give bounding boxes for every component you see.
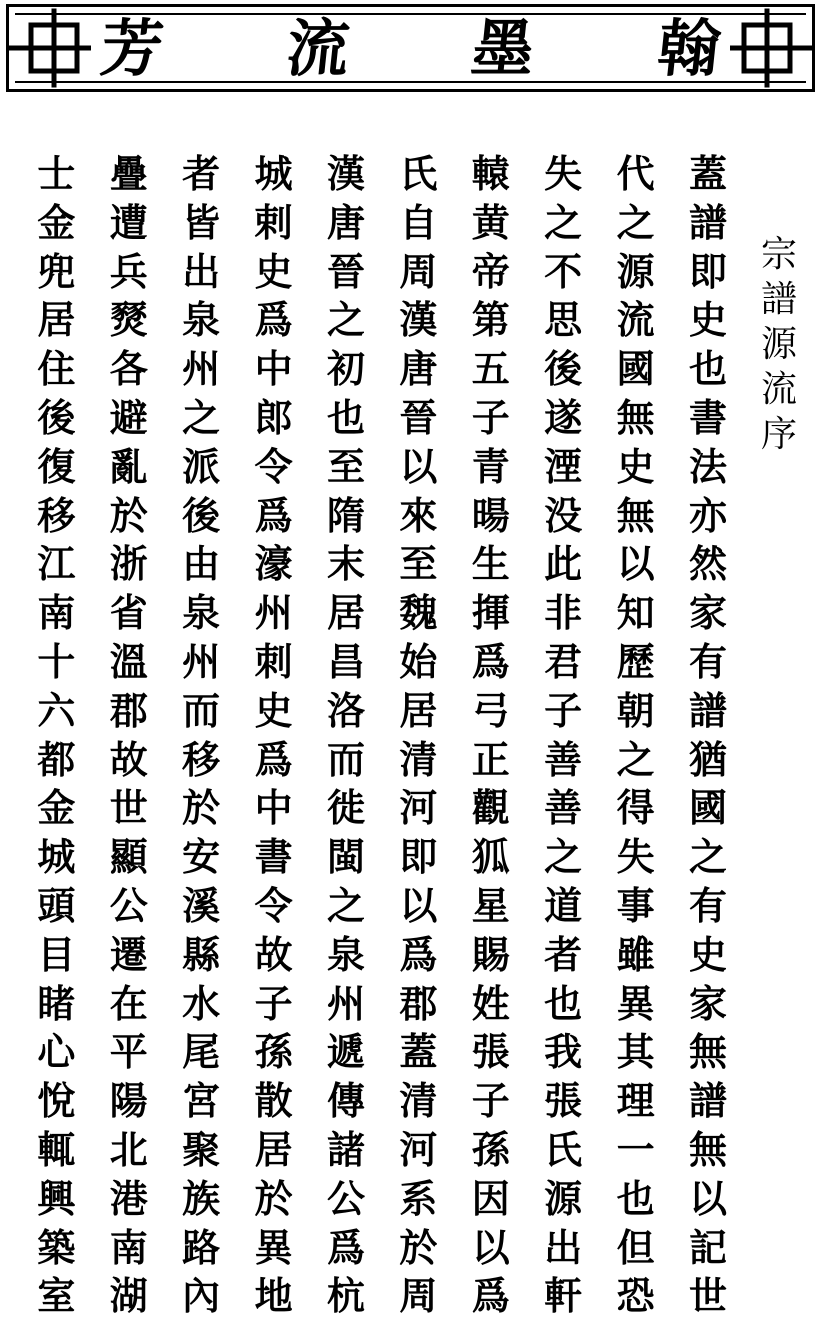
text-glyph: 悅 — [37, 1078, 76, 1124]
text-column — [248, 150, 300, 1321]
text-glyph: 家 — [688, 590, 727, 636]
text-glyph: 州 — [182, 638, 221, 684]
text-glyph: 士 — [37, 151, 76, 196]
text-glyph: 於 — [399, 1224, 438, 1270]
text-glyph: 國 — [688, 785, 727, 831]
text-glyph: 於 — [109, 492, 148, 538]
text-glyph: 源 — [616, 248, 655, 294]
text-glyph: 昌 — [326, 638, 365, 684]
text-glyph: 揮 — [471, 590, 510, 636]
text-glyph: 城 — [254, 151, 293, 196]
text-glyph: 周 — [399, 1273, 438, 1319]
text-glyph: 帝 — [471, 248, 510, 294]
text-glyph: 刺 — [254, 638, 293, 684]
text-glyph: 此 — [544, 541, 583, 587]
text-glyph: 州 — [326, 980, 365, 1026]
text-glyph: 湖 — [109, 1273, 148, 1319]
text-glyph: 記 — [688, 1224, 727, 1270]
text-glyph: 於 — [254, 1175, 293, 1221]
text-glyph: 有 — [688, 638, 727, 684]
text-glyph: 周 — [399, 248, 438, 294]
text-glyph: 居 — [326, 590, 365, 636]
text-glyph: 代 — [616, 151, 655, 196]
text-glyph: 以 — [688, 1175, 727, 1221]
text-glyph: 河 — [399, 785, 438, 831]
text-glyph: 世 — [688, 1273, 727, 1319]
text-glyph: 族 — [182, 1175, 221, 1221]
text-glyph: 泉 — [326, 931, 365, 977]
text-glyph: 郎 — [254, 394, 293, 440]
text-glyph: 恐 — [616, 1273, 655, 1319]
text-glyph: 以 — [399, 443, 438, 489]
text-glyph: 遷 — [109, 931, 148, 977]
text-glyph: 清 — [399, 736, 438, 782]
text-glyph: 以 — [399, 882, 438, 928]
text-glyph: 爲 — [254, 736, 293, 782]
text-glyph: 蓋 — [688, 151, 727, 196]
text-glyph: 源 — [544, 1175, 583, 1221]
text-glyph: 以 — [471, 1224, 510, 1270]
text-column — [610, 150, 662, 1321]
text-glyph: 燹 — [109, 297, 148, 343]
text-glyph: 故 — [254, 931, 293, 977]
text-glyph: 狐 — [471, 834, 510, 880]
text-glyph: 爲 — [399, 931, 438, 977]
text-glyph: 都 — [37, 736, 76, 782]
text-glyph: 軒 — [544, 1273, 583, 1319]
text-glyph: 洛 — [326, 687, 365, 733]
text-glyph: 史 — [688, 297, 727, 343]
text-glyph: 末 — [326, 541, 365, 587]
text-glyph: 爲 — [471, 638, 510, 684]
text-glyph: 知 — [616, 590, 655, 636]
text-glyph: 得 — [616, 785, 655, 831]
text-glyph: 州 — [182, 346, 221, 392]
text-glyph: 閩 — [326, 834, 365, 880]
text-glyph: 南 — [37, 590, 76, 636]
text-glyph: 金 — [37, 785, 76, 831]
text-glyph: 氏 — [399, 151, 438, 196]
text-column — [103, 150, 155, 1321]
text-glyph: 但 — [616, 1224, 655, 1270]
text-glyph: 没 — [544, 492, 583, 538]
text-glyph: 世 — [109, 785, 148, 831]
text-glyph: 非 — [544, 590, 583, 636]
text-glyph: 亦 — [688, 492, 727, 538]
text-glyph: 青 — [471, 443, 510, 489]
text-glyph: 家 — [688, 980, 727, 1026]
text-glyph: 尾 — [182, 1029, 221, 1075]
text-glyph: 法 — [688, 443, 727, 489]
text-glyph: 散 — [254, 1078, 293, 1124]
text-glyph: 心 — [37, 1029, 76, 1075]
text-glyph: 水 — [182, 980, 221, 1026]
text-glyph: 金 — [37, 199, 76, 245]
text-glyph: 譜 — [688, 687, 727, 733]
text-glyph: 湮 — [544, 443, 583, 489]
text-glyph: 唐 — [399, 346, 438, 392]
text-glyph: 派 — [182, 443, 221, 489]
text-glyph: 居 — [37, 297, 76, 343]
text-glyph: 港 — [109, 1175, 148, 1221]
text-glyph: 避 — [109, 394, 148, 440]
text-glyph: 然 — [688, 541, 727, 587]
text-glyph: 由 — [182, 541, 221, 587]
text-glyph: 孫 — [471, 1126, 510, 1172]
text-glyph: 皆 — [182, 199, 221, 245]
text-glyph: 之 — [688, 834, 727, 880]
text-column — [30, 150, 82, 1321]
text-glyph: 令 — [254, 882, 293, 928]
text-glyph: 在 — [109, 980, 148, 1026]
text-glyph: 泉 — [182, 590, 221, 636]
text-glyph: 疊 — [109, 151, 148, 196]
text-glyph: 始 — [399, 638, 438, 684]
text-glyph: 無 — [616, 394, 655, 440]
text-glyph: 移 — [182, 736, 221, 782]
text-glyph: 即 — [688, 248, 727, 294]
preface-heading — [753, 232, 805, 457]
text-glyph: 理 — [616, 1078, 655, 1124]
text-glyph: 猶 — [688, 736, 727, 782]
text-glyph: 復 — [37, 443, 76, 489]
text-glyph: 公 — [326, 1175, 365, 1221]
text-glyph: 歷 — [616, 638, 655, 684]
text-glyph: 中 — [254, 346, 293, 392]
title-char: 芳 — [97, 12, 167, 85]
text-glyph: 不 — [544, 248, 583, 294]
text-glyph: 清 — [399, 1078, 438, 1124]
text-glyph: 晉 — [399, 394, 438, 440]
text-glyph: 暘 — [471, 492, 510, 538]
text-column — [465, 150, 517, 1321]
text-glyph: 之 — [326, 297, 365, 343]
text-glyph: 之 — [544, 199, 583, 245]
text-glyph: 書 — [688, 394, 727, 440]
text-glyph: 張 — [544, 1078, 583, 1124]
text-glyph: 於 — [182, 785, 221, 831]
text-glyph: 城 — [37, 834, 76, 880]
text-glyph: 省 — [109, 590, 148, 636]
text-glyph: 頭 — [37, 882, 76, 928]
text-glyph: 遂 — [544, 394, 583, 440]
text-glyph: 興 — [37, 1175, 76, 1221]
text-glyph: 傳 — [326, 1078, 365, 1124]
text-glyph: 生 — [471, 541, 510, 587]
text-glyph: 出 — [544, 1224, 583, 1270]
text-glyph: 而 — [182, 687, 221, 733]
text-glyph: 安 — [182, 834, 221, 880]
text-glyph: 聚 — [182, 1126, 221, 1172]
text-glyph: 以 — [616, 541, 655, 587]
heading-glyph: 譜 — [760, 279, 797, 320]
text-glyph: 平 — [109, 1029, 148, 1075]
text-glyph: 善 — [544, 785, 583, 831]
text-glyph: 無 — [688, 1126, 727, 1172]
text-glyph: 杭 — [326, 1273, 365, 1319]
text-glyph: 地 — [254, 1273, 293, 1319]
text-glyph: 史 — [254, 687, 293, 733]
text-glyph: 也 — [326, 394, 365, 440]
text-glyph: 晉 — [326, 248, 365, 294]
text-glyph: 流 — [616, 297, 655, 343]
text-glyph: 善 — [544, 736, 583, 782]
text-glyph: 系 — [399, 1175, 438, 1221]
text-glyph: 爲 — [326, 1224, 365, 1270]
text-glyph: 道 — [544, 882, 583, 928]
text-glyph: 居 — [254, 1126, 293, 1172]
text-glyph: 亂 — [109, 443, 148, 489]
text-glyph: 也 — [544, 980, 583, 1026]
text-glyph: 有 — [688, 882, 727, 928]
text-glyph: 出 — [182, 248, 221, 294]
text-glyph: 郡 — [399, 980, 438, 1026]
text-glyph: 築 — [37, 1224, 76, 1270]
text-glyph: 中 — [254, 785, 293, 831]
text-glyph: 黄 — [471, 199, 510, 245]
text-glyph: 者 — [182, 151, 221, 196]
text-glyph: 之 — [616, 736, 655, 782]
text-glyph: 州 — [254, 590, 293, 636]
text-glyph: 之 — [616, 199, 655, 245]
text-glyph: 遭 — [109, 199, 148, 245]
text-glyph: 之 — [182, 394, 221, 440]
text-glyph: 之 — [544, 834, 583, 880]
text-glyph: 譜 — [688, 1078, 727, 1124]
text-glyph: 弓 — [471, 687, 510, 733]
text-glyph: 至 — [399, 541, 438, 587]
text-glyph: 睹 — [37, 980, 76, 1026]
text-glyph: 而 — [326, 736, 365, 782]
text-glyph: 各 — [109, 346, 148, 392]
text-glyph: 者 — [544, 931, 583, 977]
text-glyph: 諸 — [326, 1126, 365, 1172]
title-char: 流 — [282, 12, 353, 85]
text-glyph: 兵 — [109, 248, 148, 294]
text-glyph: 也 — [688, 346, 727, 392]
text-glyph: 星 — [471, 882, 510, 928]
text-glyph: 宮 — [182, 1078, 221, 1124]
text-glyph: 君 — [544, 638, 583, 684]
heading-glyph: 序 — [760, 414, 797, 455]
text-glyph: 也 — [616, 1175, 655, 1221]
text-glyph: 徙 — [326, 785, 365, 831]
text-glyph: 溫 — [109, 638, 148, 684]
text-glyph: 故 — [109, 736, 148, 782]
text-glyph: 第 — [471, 297, 510, 343]
text-column — [175, 150, 227, 1321]
text-glyph: 譜 — [688, 199, 727, 245]
text-glyph: 我 — [544, 1029, 583, 1075]
text-glyph: 史 — [688, 931, 727, 977]
text-glyph: 泉 — [182, 297, 221, 343]
text-glyph: 遞 — [326, 1029, 365, 1075]
text-glyph: 思 — [544, 297, 583, 343]
text-glyph: 子 — [254, 980, 293, 1026]
text-glyph: 內 — [182, 1273, 221, 1319]
text-glyph: 後 — [37, 394, 76, 440]
text-glyph: 其 — [616, 1029, 655, 1075]
text-glyph: 濠 — [254, 541, 293, 587]
text-glyph: 初 — [326, 346, 365, 392]
heading-glyph: 源 — [760, 324, 797, 365]
text-glyph: 浙 — [109, 541, 148, 587]
text-glyph: 十 — [37, 638, 76, 684]
text-glyph: 自 — [399, 199, 438, 245]
text-glyph: 異 — [254, 1224, 293, 1270]
text-glyph: 室 — [37, 1273, 76, 1319]
text-glyph: 朝 — [616, 687, 655, 733]
text-glyph: 溪 — [182, 882, 221, 928]
text-glyph: 一 — [616, 1126, 655, 1172]
text-glyph: 剌 — [254, 199, 293, 245]
text-glyph: 無 — [688, 1029, 727, 1075]
text-glyph: 子 — [471, 1078, 510, 1124]
text-glyph: 後 — [544, 346, 583, 392]
title-char: 翰 — [654, 12, 724, 85]
text-glyph: 目 — [37, 931, 76, 977]
text-glyph: 之 — [326, 882, 365, 928]
text-glyph: 無 — [616, 492, 655, 538]
text-glyph: 氏 — [544, 1126, 583, 1172]
text-glyph: 子 — [471, 394, 510, 440]
text-column — [682, 150, 734, 1321]
text-glyph: 賜 — [471, 931, 510, 977]
text-glyph: 來 — [399, 492, 438, 538]
text-column — [392, 150, 444, 1321]
text-glyph: 漢 — [326, 151, 365, 196]
heading-glyph: 流 — [760, 369, 797, 410]
text-glyph: 隋 — [326, 492, 365, 538]
text-glyph: 觀 — [471, 785, 510, 831]
text-glyph: 五 — [471, 346, 510, 392]
text-glyph: 居 — [399, 687, 438, 733]
text-glyph: 住 — [37, 346, 76, 392]
text-glyph: 南 — [109, 1224, 148, 1270]
text-glyph: 魏 — [399, 590, 438, 636]
text-glyph: 事 — [616, 882, 655, 928]
text-glyph: 爲 — [471, 1273, 510, 1319]
text-column — [537, 150, 589, 1321]
text-glyph: 後 — [182, 492, 221, 538]
text-glyph: 郡 — [109, 687, 148, 733]
text-glyph: 國 — [616, 346, 655, 392]
text-glyph: 轅 — [471, 151, 510, 196]
text-glyph: 令 — [254, 443, 293, 489]
text-glyph: 孫 — [254, 1029, 293, 1075]
text-glyph: 書 — [254, 834, 293, 880]
text-glyph: 公 — [109, 882, 148, 928]
text-glyph: 顯 — [109, 834, 148, 880]
text-glyph: 移 — [37, 492, 76, 538]
text-glyph: 因 — [471, 1175, 510, 1221]
title-char: 墨 — [468, 12, 539, 85]
text-glyph: 異 — [616, 980, 655, 1026]
text-glyph: 爲 — [254, 297, 293, 343]
heading-glyph: 宗 — [760, 234, 797, 275]
text-glyph: 子 — [544, 687, 583, 733]
text-glyph: 即 — [399, 834, 438, 880]
text-glyph: 縣 — [182, 931, 221, 977]
text-glyph: 六 — [37, 687, 76, 733]
text-glyph: 史 — [254, 248, 293, 294]
text-glyph: 唐 — [326, 199, 365, 245]
text-glyph: 陽 — [109, 1078, 148, 1124]
text-glyph: 雖 — [616, 931, 655, 977]
text-glyph: 江 — [37, 541, 76, 587]
text-glyph: 失 — [544, 151, 583, 196]
text-glyph: 正 — [471, 736, 510, 782]
text-glyph: 蓋 — [399, 1029, 438, 1075]
text-glyph: 北 — [109, 1126, 148, 1172]
text-glyph: 至 — [326, 443, 365, 489]
text-glyph: 失 — [616, 834, 655, 880]
text-glyph: 爲 — [254, 492, 293, 538]
text-glyph: 兜 — [37, 248, 76, 294]
text-glyph: 漢 — [399, 297, 438, 343]
text-glyph: 路 — [182, 1224, 221, 1270]
text-glyph: 姓 — [471, 980, 510, 1026]
text-glyph: 史 — [616, 443, 655, 489]
text-glyph: 河 — [399, 1126, 438, 1172]
text-glyph: 輒 — [37, 1126, 76, 1172]
text-glyph: 張 — [471, 1029, 510, 1075]
text-column — [320, 150, 372, 1321]
